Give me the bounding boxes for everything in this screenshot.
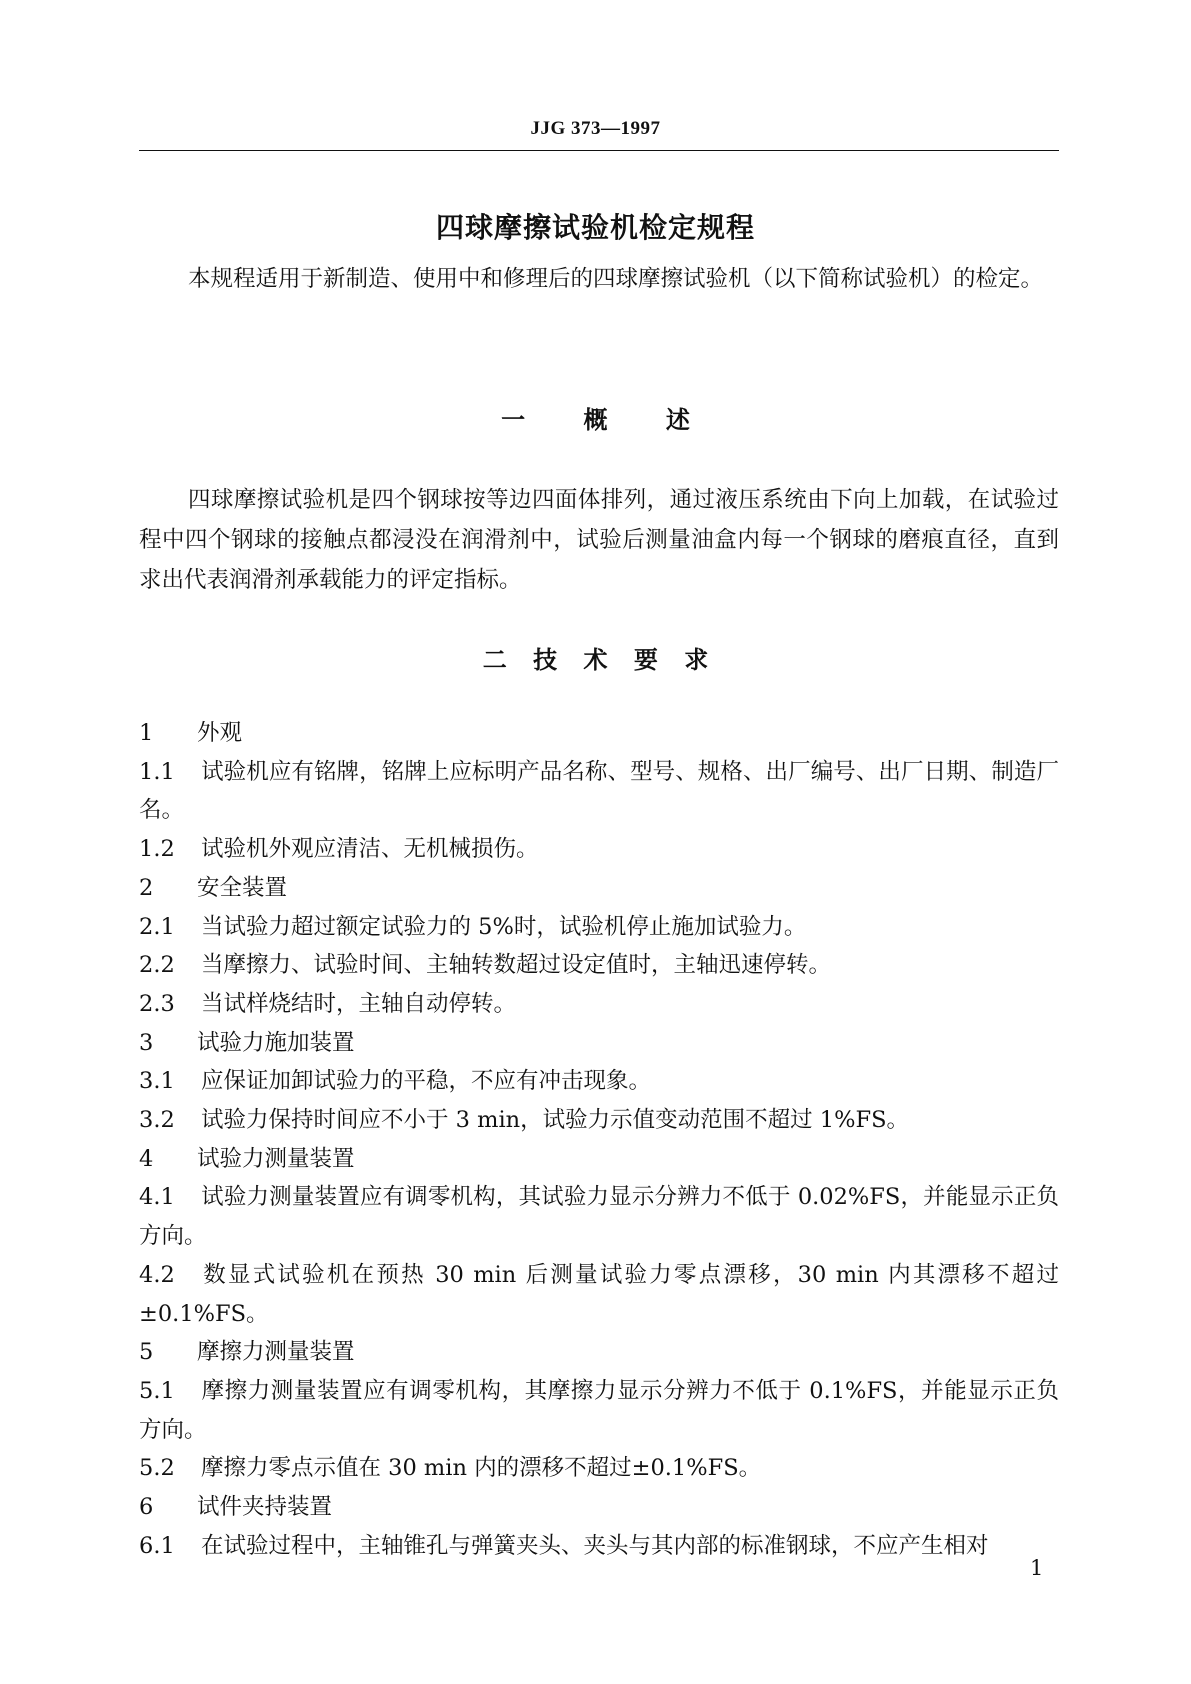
clause-number: 5 — [139, 1339, 154, 1366]
page-number: 1 — [1030, 1556, 1044, 1580]
standard-code-header: JJG 373—1997 — [530, 118, 661, 139]
clause-item — [139, 1256, 1059, 1333]
clause-item — [139, 985, 1059, 1024]
clause-text: 摩擦力测量装置应有调零机构，其摩擦力显示分辨力不低于 0.1%FS，并能显示正负方向。 — [139, 1377, 1059, 1443]
clause-item — [139, 1372, 1059, 1449]
clause-item — [139, 908, 1059, 947]
clause-text: 数显式试验机在预热 30 min 后测量试验力零点漂移，30 min 内其漂移不超过±0.1%FS。 — [139, 1261, 1059, 1327]
clause-number: 6.1 — [139, 1532, 175, 1559]
clause-item — [139, 830, 1059, 869]
clause-number: 1 — [139, 720, 154, 746]
clause-text: 试验力保持时间应不小于 3 min，试验力示值变动范围不超过 1%FS。 — [201, 1107, 910, 1134]
clause-item — [139, 1488, 1059, 1527]
clause-item — [139, 1449, 1059, 1488]
clause-item — [139, 1333, 1059, 1372]
clause-number: 3.1 — [139, 1068, 175, 1095]
section-heading-technical-requirements: 二 技 术 要 求 — [482, 646, 709, 674]
clause-text: 试件夹持装置 — [197, 1494, 333, 1521]
clause-item — [139, 869, 1059, 908]
clause-text: 试验力施加装置 — [197, 1029, 355, 1056]
clause-number: 3 — [139, 1029, 154, 1056]
document-title: 四球摩擦试验机检定规程 — [435, 211, 755, 244]
clause-item — [139, 1527, 1059, 1566]
clause-text: 应保证加卸试验力的平稳，不应有冲击现象。 — [201, 1068, 652, 1095]
clause-text: 当试样烧结时，主轴自动停转。 — [201, 990, 517, 1017]
clause-text: 试验机应有铭牌，铭牌上应标明产品名称、型号、规格、出厂编号、出厂日期、制造厂名。 — [139, 758, 1059, 824]
clause-text: 摩擦力测量装置 — [197, 1339, 355, 1366]
clause-number: 6 — [139, 1494, 154, 1521]
clause-text: 试验力测量装置 — [197, 1145, 355, 1172]
clause-item — [139, 1178, 1059, 1255]
clause-text: 外观 — [197, 720, 243, 746]
clause-number: 1.1 — [139, 758, 175, 785]
clause-number: 1.2 — [139, 836, 175, 863]
clause-item — [139, 1140, 1059, 1179]
technical-requirements-list — [139, 714, 1059, 1565]
clause-item — [139, 946, 1059, 985]
clause-text: 当试验力超过额定试验力的 5%时，试验机停止施加试验力。 — [201, 913, 807, 940]
clause-number: 3.2 — [139, 1107, 175, 1134]
clause-text: 安全装置 — [197, 874, 288, 901]
clause-number: 2.2 — [139, 952, 175, 979]
clause-number: 5.2 — [139, 1455, 175, 1482]
scope-paragraph: 本规程适用于新制造、使用中和修理后的四球摩擦试验机（以下简称试验机）的检定。 — [188, 266, 1044, 292]
clause-text: 在试验过程中，主轴锥孔与弹簧夹头、夹头与其内部的标准钢球，不应产生相对 — [201, 1532, 989, 1559]
clause-number: 5.1 — [139, 1377, 175, 1404]
clause-item — [139, 753, 1059, 830]
clause-text: 摩擦力零点示值在 30 min 内的漂移不超过±0.1%FS。 — [201, 1455, 762, 1482]
header-divider — [139, 150, 1059, 151]
overview-paragraph: 四球摩擦试验机是四个钢球按等边四面体排列，通过液压系统由下向上加载，在试验过程中四个钢球的接触点都浸没在润滑剂中，试验后测量油盒内每一个钢球的磨痕直径，直到求出代表润滑剂承载能力的评定指标。 — [139, 487, 1059, 593]
clause-item — [139, 714, 1059, 753]
clause-number: 2.1 — [139, 913, 175, 940]
clause-number: 2.3 — [139, 990, 175, 1017]
clause-item — [139, 1062, 1059, 1101]
clause-text: 当摩擦力、试验时间、主轴转数超过设定值时，主轴迅速停转。 — [201, 952, 832, 979]
clause-text: 试验力测量装置应有调零机构，其试验力显示分辨力不低于 0.02%FS，并能显示正负方向。 — [139, 1184, 1059, 1250]
clause-item — [139, 1024, 1059, 1063]
clause-item — [139, 1101, 1059, 1140]
section-heading-overview: 一 概 述 — [501, 406, 690, 434]
clause-number: 2 — [139, 874, 154, 901]
clause-text: 试验机外观应清洁、无机械损伤。 — [201, 836, 539, 863]
clause-number: 4 — [139, 1145, 154, 1172]
clause-number: 4.1 — [139, 1184, 175, 1211]
clause-number: 4.2 — [139, 1261, 175, 1288]
